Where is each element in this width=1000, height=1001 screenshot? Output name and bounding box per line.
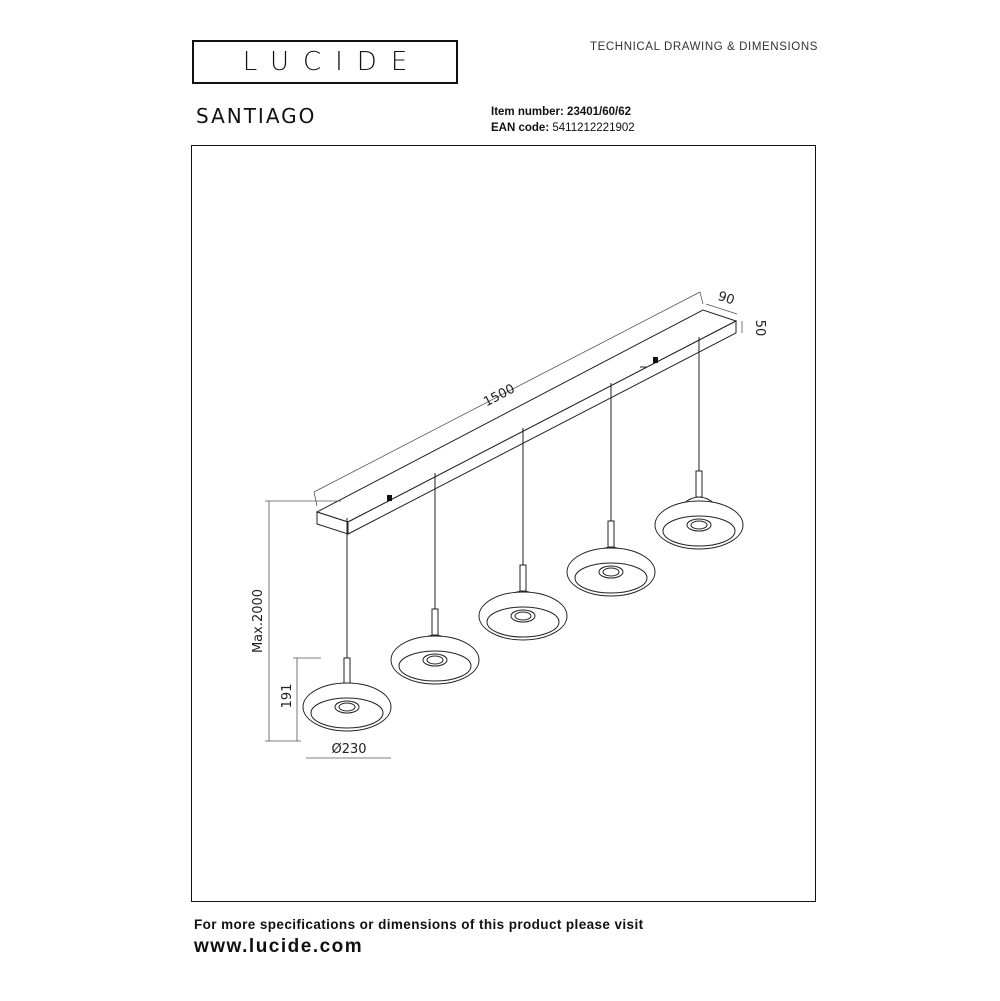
dimension-diameter-label: Ø230: [331, 742, 367, 757]
dimension-length-label: 1500: [481, 381, 518, 411]
ean-value: 5411212221902: [552, 122, 635, 134]
ean-label: EAN code:: [491, 122, 550, 134]
technical-drawing: [1, 1, 1000, 1001]
footer-info-text: For more specifications or dimensions of this product please visit: [194, 917, 644, 932]
item-number-value: 23401/60/62: [567, 106, 631, 118]
brand-logo-text: LUCIDE: [242, 47, 422, 77]
pendant-lamp-5: [655, 337, 743, 549]
document-caption: TECHNICAL DRAWING & DIMENSIONS: [590, 41, 818, 53]
footer-website-link[interactable]: www.lucide.com: [194, 936, 364, 957]
dimension-height-label: 50: [752, 319, 767, 337]
item-number-label: Item number:: [491, 106, 564, 118]
pendant-lamp-1: [303, 518, 391, 731]
pendant-lamp-4: [567, 383, 655, 596]
dimension-max-height-label: Max.2000: [251, 588, 266, 654]
ceiling-canopy: [317, 310, 736, 534]
technical-drawing-frame: [191, 145, 816, 902]
dimension-shade-height-label: 191: [280, 683, 295, 709]
product-name: SANTIAGO: [196, 104, 317, 128]
dimension-depth-label: 90: [715, 288, 737, 309]
